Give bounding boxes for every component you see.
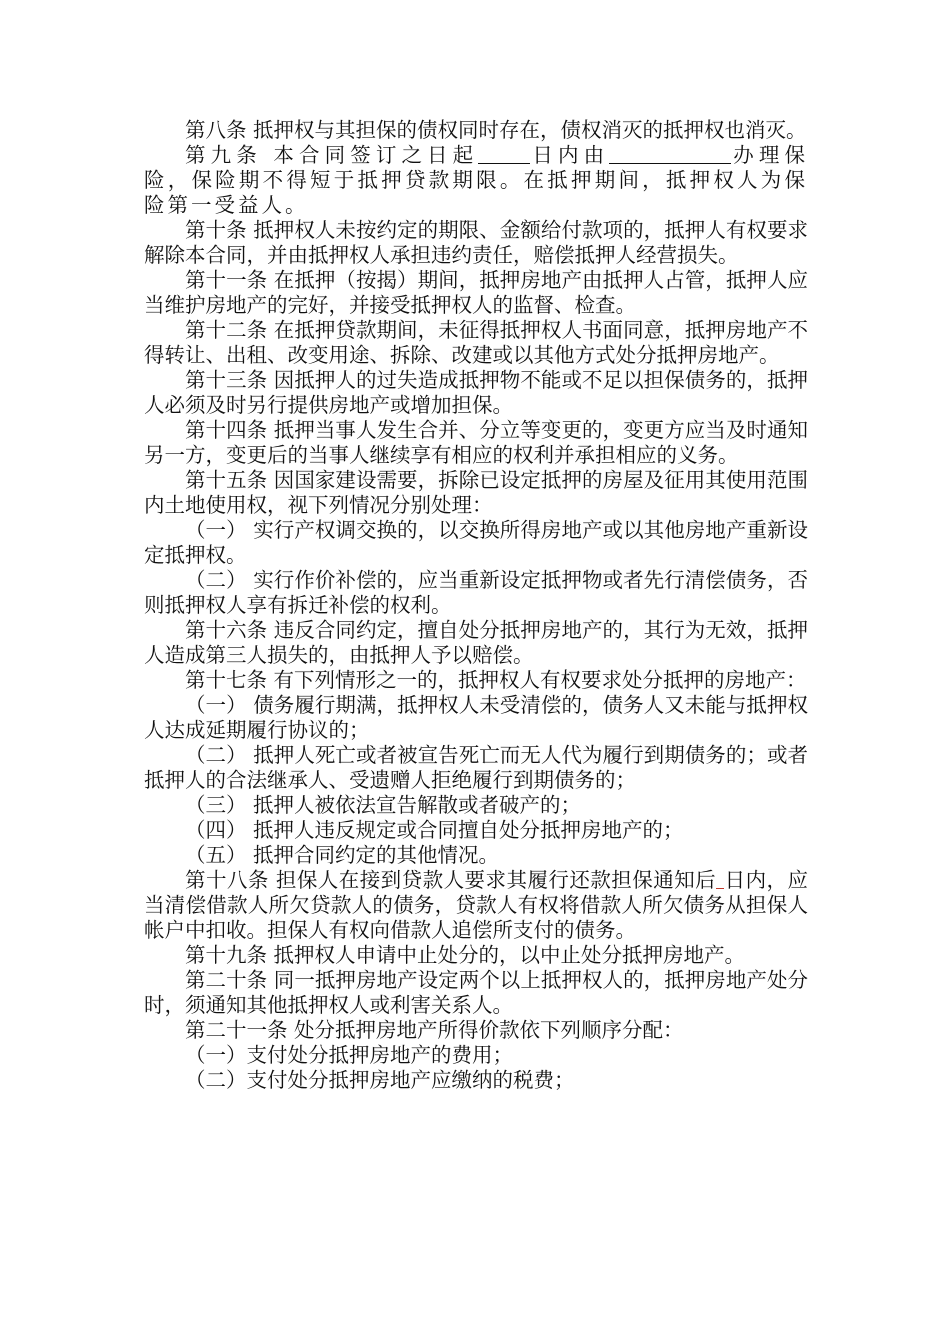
clause-21-item-2: （二）支付处分抵押房地产应缴纳的税费；: [185, 1068, 575, 1092]
clause-9-part-c: 办理保险，保险期不得短于抵押贷款期限。在抵押期间，抵押权人为保险第一受益人。: [144, 143, 808, 217]
clause-13: 第十三条 因抵押人的过失造成抵押物不能或不足以担保债务的，抵押人必须及时另行提供房地产或增加担保。: [144, 368, 808, 417]
clause-17-item-5: （五） 抵押合同约定的其他情况。: [185, 843, 500, 867]
clause-18: [144, 868, 808, 943]
document-page: [144, 118, 808, 1093]
clause-11: 第十一条 在抵押（按揭）期间，抵押房地产由抵押人占管，抵押人应当维护房地产的完好，并接受抵押权人的监督、检查。: [144, 268, 808, 317]
clause-21: 第二十一条 处分抵押房地产所得价款依下列顺序分配：: [185, 1018, 684, 1042]
clause-15-item-1: （一） 实行产权调交换的，以交换所得房地产或以其他房地产重新设定抵押权。: [144, 518, 808, 567]
clause-15-item-2: （二） 实行作价补偿的，应当重新设定抵押物或者先行清偿债务，否则抵押权人享有拆迁补偿的权利。: [144, 568, 808, 617]
clause-17-item-2: （二） 抵押人死亡或者被宣告死亡而无人代为履行到期债务的；或者抵押人的合法继承人、受遗赠人拒绝履行到期债务的；: [144, 743, 808, 792]
clause-9-part-b: 日内由: [530, 143, 610, 167]
clause-19: 第十九条 抵押权人申请中止处分的，以中止处分抵押房地产。: [185, 943, 746, 967]
blank-notice-days: [716, 868, 724, 889]
clause-14: 第十四条 抵押当事人发生合并、分立等变更的，变更方应当及时通知另一方，变更后的当事人继续享有相应的权利并承担相应的义务。: [144, 418, 808, 467]
clause-17: 第十七条 有下列情形之一的，抵押权人有权要求处分抵押的房地产：: [185, 668, 807, 692]
clause-16: 第十六条 违反合同约定，擅自处分抵押房地产的，其行为无效，抵押人造成第三人损失的，由抵押人予以赔偿。: [144, 618, 808, 667]
clause-20: 第二十条 同一抵押房地产设定两个以上抵押权人的，抵押房地产处分时，须通知其他抵押权人或利害关系人。: [144, 968, 808, 1017]
clause-10: 第十条 抵押权人未按约定的期限、金额给付款项的，抵押人有权要求解除本合同，并由抵押权人承担违约责任，赔偿抵押人经营损失。: [144, 218, 808, 267]
clause-9: [144, 143, 808, 218]
clause-15: 第十五条 因国家建设需要，拆除已设定抵押的房屋及征用其使用范围内土地使用权，视下列情况分别处理：: [144, 468, 808, 517]
blank-days: [478, 143, 530, 164]
blank-party: [609, 143, 731, 164]
clause-18-part-a: 第十八条 担保人在接到贷款人要求其履行还款担保通知后: [185, 868, 717, 892]
clause-17-item-4: （四） 抵押人违反规定或合同擅自处分抵押房地产的；: [185, 818, 684, 842]
clause-21-item-1: （一）支付处分抵押房地产的费用；: [185, 1043, 513, 1067]
clause-18-part-b: 日内，应当清偿借款人所欠贷款人的债务，贷款人有权将借款人所欠债务从担保人帐户中扣收。担保人有权向借款人追偿所支付的债务。: [144, 868, 809, 942]
clause-17-item-3: （三） 抵押人被依法宣告解散或者破产的；: [185, 793, 582, 817]
clause-17-item-1: （一） 债务履行期满，抵押权人未受清偿的，债务人又未能与抵押权人达成延期履行协议的；: [144, 693, 808, 742]
clause-12: 第十二条 在抵押贷款期间，未征得抵押权人书面同意，抵押房地产不得转让、出租、改变用途、拆除、改建或以其他方式处分抵押房地产。: [144, 318, 808, 367]
clause-8: 第八条 抵押权与其担保的债权同时存在，债权消灭的抵押权也消灭。: [185, 118, 807, 142]
clause-9-part-a: 第九条 本合同签订之日起: [185, 143, 479, 167]
